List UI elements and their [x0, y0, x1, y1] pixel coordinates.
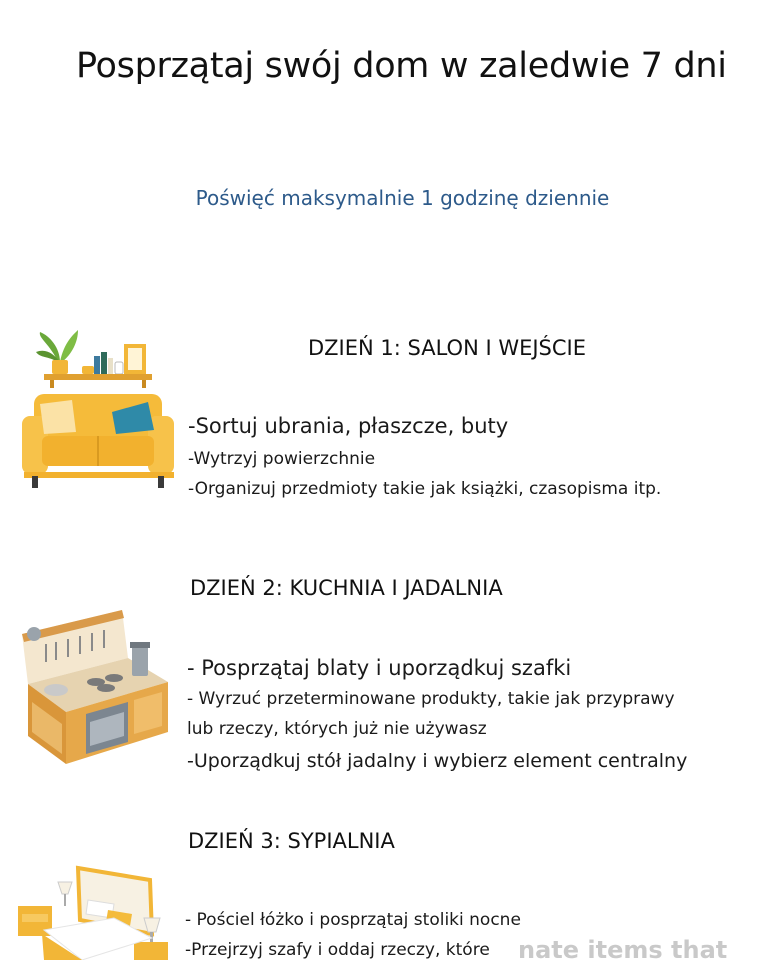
day-1-heading: DZIEŃ 1: SALON I WEJŚCIE — [308, 336, 587, 360]
day-1-task: -Organizuj przedmioty takie jak książki, czasopisma itp. — [188, 479, 662, 499]
sofa-icon — [20, 328, 176, 488]
day-3-heading: DZIEŃ 3: SYPIALNIA — [188, 829, 395, 853]
residual-text: nate items that — [518, 936, 728, 964]
day-1-task: -Wytrzyj powierzchnie — [188, 449, 376, 469]
day-2-task: lub rzeczy, których już nie używasz — [187, 719, 487, 739]
day-2-task: - Wyrzuć przeterminowane produkty, takie jak przyprawy — [187, 689, 675, 709]
kitchen-icon — [16, 604, 172, 770]
day-3-task: - Pościel łóżko i posprzątaj stoliki nocne — [185, 910, 521, 930]
day-2-task: - Posprzątaj blaty i uporządkuj szafki — [187, 656, 572, 680]
day-2-task: -Uporządkuj stół jadalny i wybierz element centralny — [187, 750, 688, 772]
page-title: Posprzątaj swój dom w zaledwie 7 dni — [76, 46, 727, 86]
day-3-task: -Przejrzyj szafy i oddaj rzeczy, które — [185, 940, 490, 960]
day-2-heading: DZIEŃ 2: KUCHNIA I JADALNIA — [190, 576, 503, 600]
day-1-task: -Sortuj ubrania, płaszcze, buty — [188, 414, 509, 438]
bed-icon — [4, 860, 170, 960]
page-subtitle: Poświęć maksymalnie 1 godzinę dziennie — [195, 186, 610, 210]
